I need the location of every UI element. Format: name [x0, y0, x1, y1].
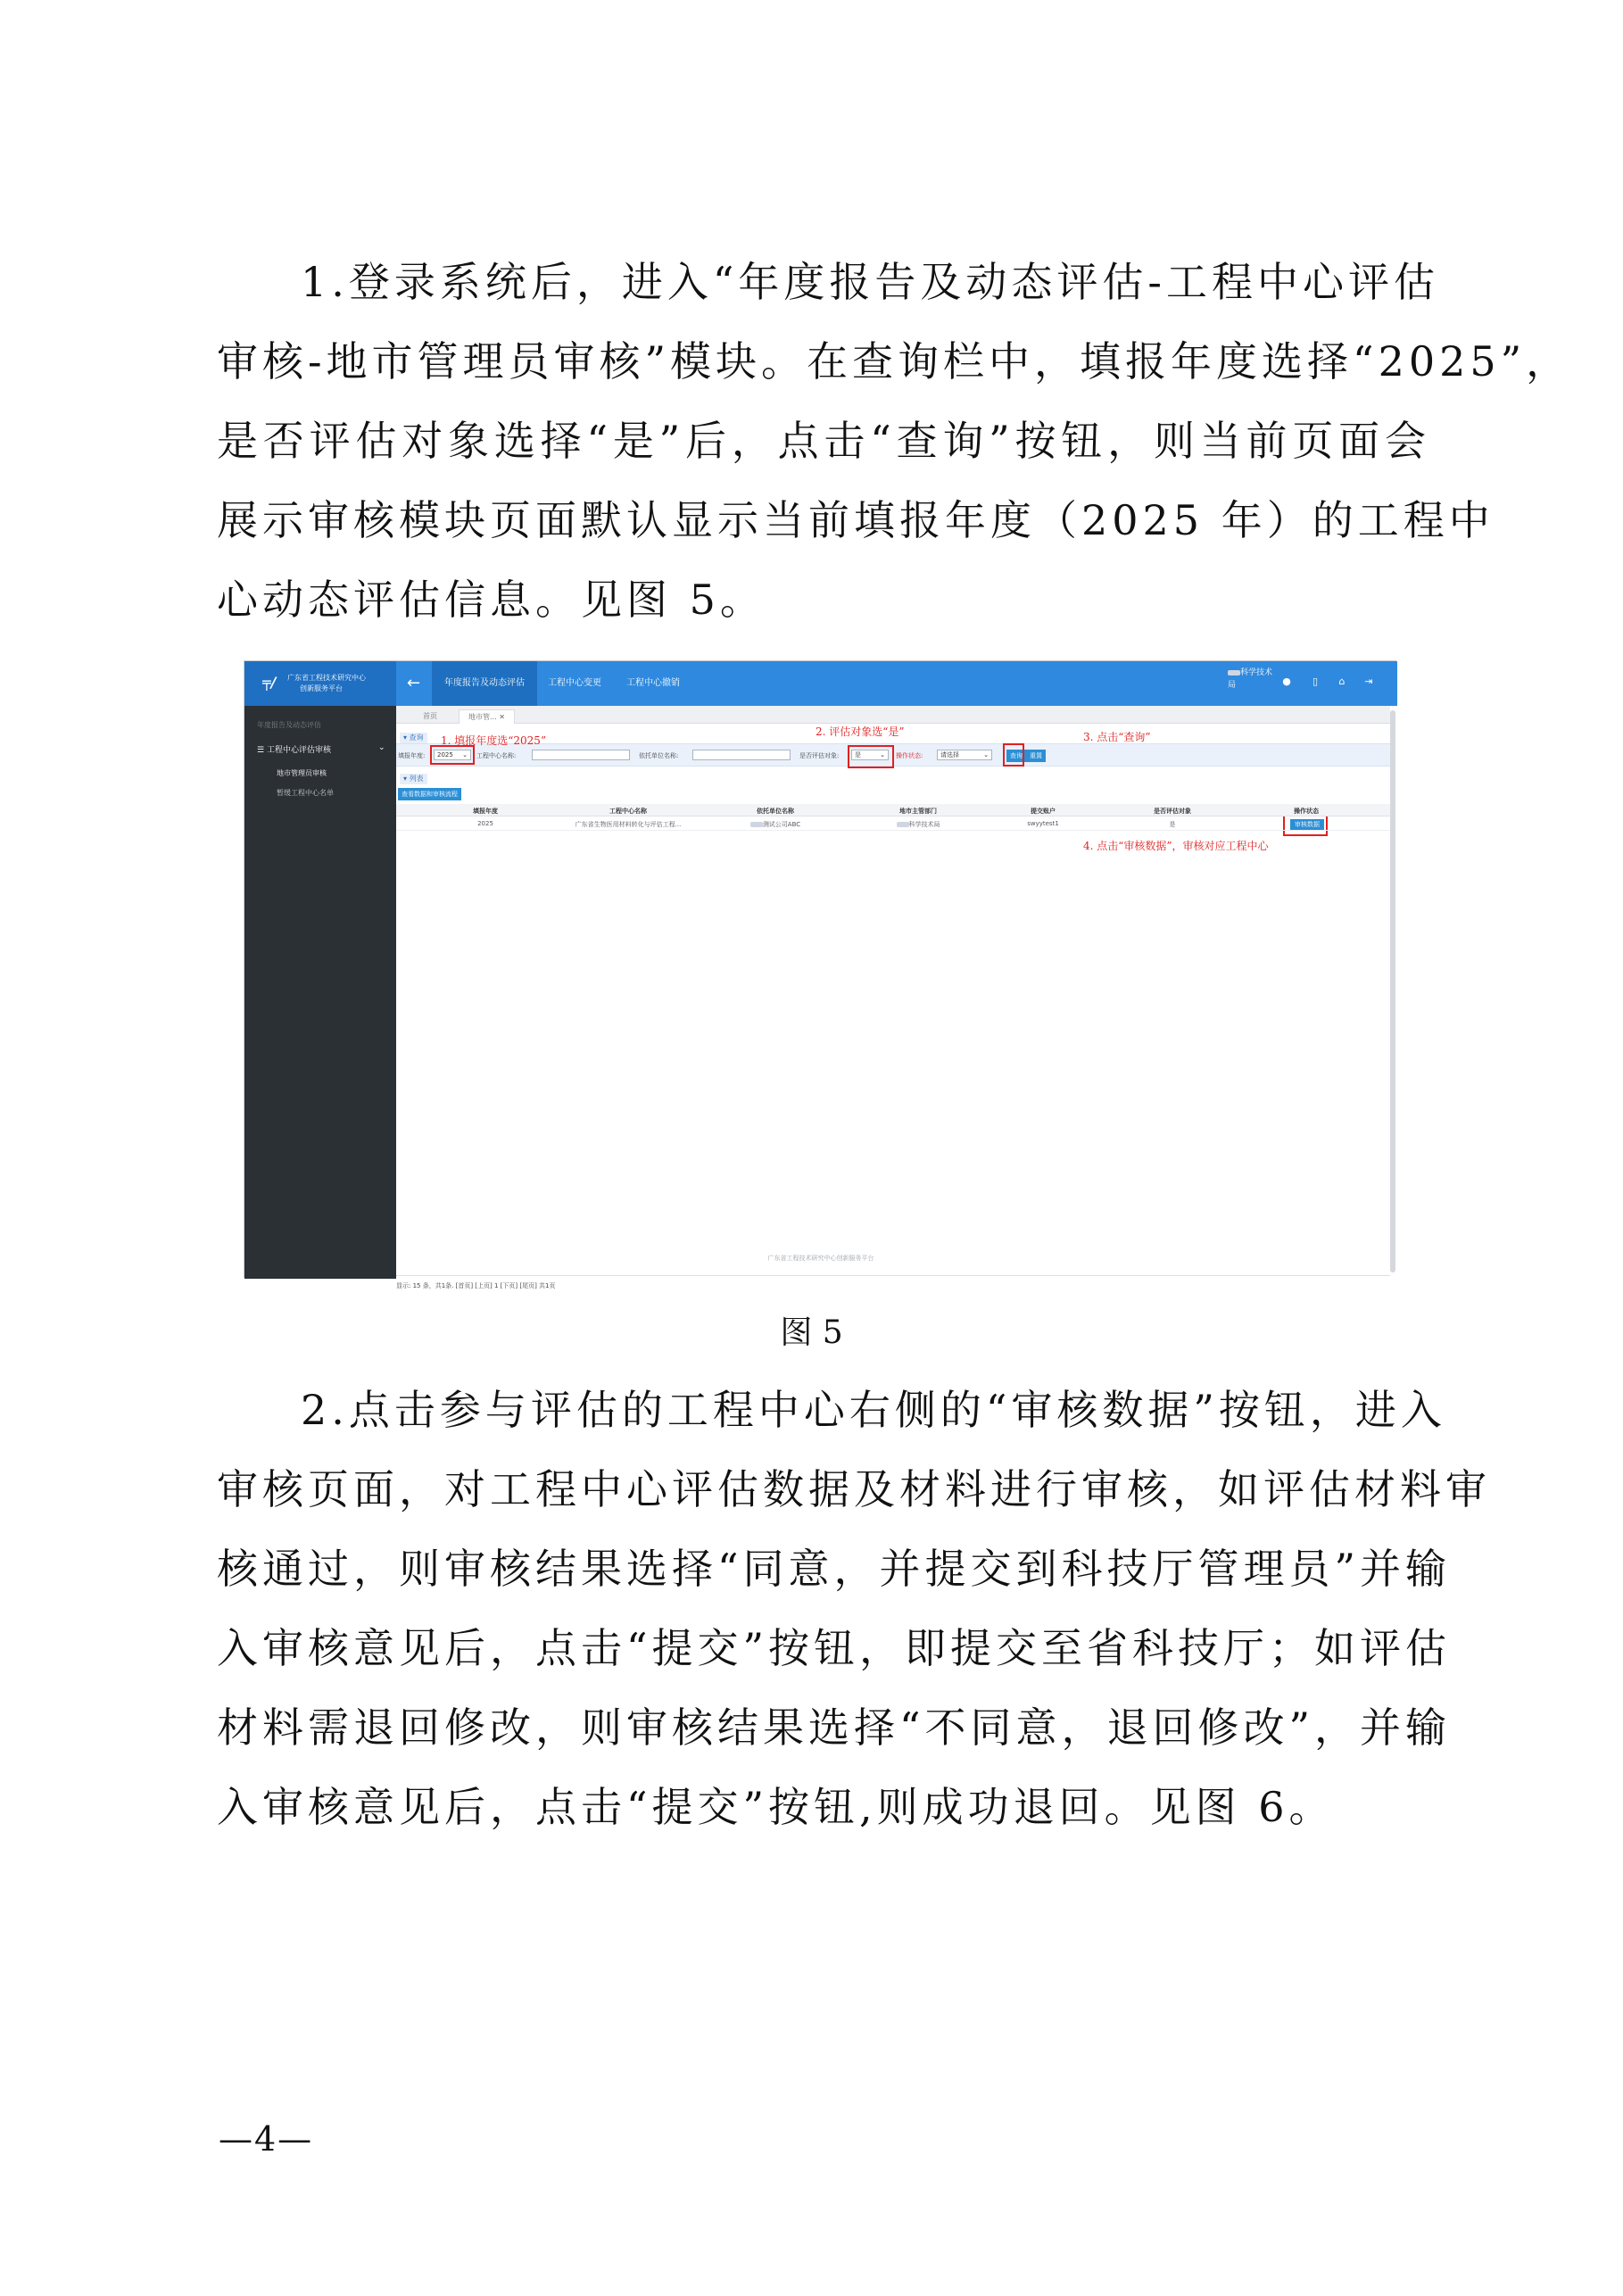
highlight-query: [1003, 743, 1024, 767]
home-icon[interactable]: ⌂: [1338, 676, 1346, 687]
annotation-3: 3. 点击“查询”: [1083, 731, 1151, 743]
year-label: 填报年度:: [398, 752, 426, 759]
close-icon[interactable]: ✕: [499, 713, 505, 721]
app-main: [396, 706, 1397, 1289]
year-select[interactable]: 2025 ⌄: [434, 750, 471, 760]
app-topbar: [244, 661, 1397, 706]
annotation-1: 1. 填报年度选“2025”: [441, 734, 547, 747]
annotation-2: 2. 评估对象选“是”: [816, 725, 905, 738]
app-sidebar: [244, 706, 396, 1279]
caret-down-icon: ▾: [403, 734, 410, 742]
reset-button[interactable]: 重置: [1026, 750, 1046, 762]
column-header: 依托单位名称: [757, 808, 794, 815]
logout-icon[interactable]: ⇥: [1364, 676, 1373, 687]
paragraph-line: 1.登录系统后，进入“年度报告及动态评估-工程中心评估: [301, 258, 1439, 306]
caret-down-icon: ▾: [403, 775, 410, 783]
chevron-down-icon: ⌄: [880, 751, 885, 758]
highlight-eval: [848, 745, 894, 768]
paragraph-1: [217, 243, 1572, 640]
paragraph-2: [217, 1371, 1491, 1847]
column-header: 地市主管部门: [899, 808, 937, 815]
query-button[interactable]: 查询: [1006, 750, 1026, 762]
status-select[interactable]: 请选择 ⌄: [937, 750, 992, 760]
paragraph-line: 展示审核模块页面默认显示当前填报年度（2025 年）的工程中: [217, 496, 1495, 544]
app-footer: 广东省工程技术研究中心创新服务平台: [767, 1255, 874, 1262]
paragraph-line: 入审核意见后，点击“提交”按钮，即提交至省科技厅；如评估: [217, 1624, 1452, 1672]
paragraph-line: 材料需退回修改，则审核结果选择“不同意，退回修改”，并输: [217, 1703, 1452, 1752]
document-icon[interactable]: ▯: [1312, 676, 1319, 687]
figure-caption: 图 5: [780, 1314, 843, 1351]
table-cell: 测试公司ABC: [726, 820, 824, 829]
divider: [396, 1275, 1390, 1276]
sidebar-group-label: 年度报告及动态评估: [257, 721, 321, 729]
chevron-down-icon: ⌄: [378, 743, 385, 752]
column-header: 工程中心名称: [609, 808, 647, 815]
paragraph-line: 入审核意见后，点击“提交”按钮,则成功退回。见图 6。: [217, 1783, 1335, 1831]
user-icon[interactable]: ●: [1282, 676, 1291, 687]
page-tab-city-admin[interactable]: 地市管... ✕: [459, 709, 515, 724]
table-cell: 科学技术局: [869, 820, 967, 829]
paragraph-line: 心动态评估信息。见图 5。: [217, 576, 766, 624]
paragraph-line: 审核页面，对工程中心评估数据及材料进行审核，如评估材料审: [217, 1465, 1491, 1513]
center-name-input[interactable]: [532, 750, 630, 760]
back-arrow-icon[interactable]: ←: [407, 674, 421, 692]
user-name[interactable]: 科学技术 局: [1227, 668, 1272, 690]
menu-icon: ☰: [257, 746, 267, 755]
nav-tab-annual-report[interactable]: 年度报告及动态评估: [432, 661, 537, 706]
redacted-mark: [750, 822, 763, 827]
logo-line: 创新服务平台: [300, 684, 343, 692]
paragraph-line: 审核-地市管理员审核”模块。在查询栏中，填报年度选择“2025”，: [217, 337, 1572, 385]
page-number: —4—: [219, 2119, 314, 2159]
sidebar-item-city-admin-audit[interactable]: 地市管理员审核: [277, 769, 327, 777]
table-header: [396, 804, 1390, 816]
logo-icon: ╤/: [262, 674, 277, 691]
paragraph-line: 核通过，则审核结果选择“同意，并提交到科技厅管理员”并输: [217, 1545, 1452, 1593]
page-tab-home[interactable]: 首页: [423, 712, 437, 720]
vertical-scrollbar[interactable]: [1390, 710, 1395, 1272]
page-tabs: [396, 706, 1390, 724]
query-section-header[interactable]: ▾ 查询: [400, 733, 427, 743]
center-name-label: 工程中心名称:: [476, 752, 517, 759]
chevron-down-icon: ⌄: [983, 751, 989, 758]
eval-label: 是否评估对象:: [799, 752, 840, 759]
chevron-down-icon: ⌄: [462, 751, 468, 758]
table-cell: 是: [1169, 821, 1176, 828]
paragraph-line: 是否评估对象选择“是”后，点击“查询”按钮，则当前页面会: [217, 417, 1430, 465]
column-header: 提交账户: [1031, 808, 1056, 815]
pagination[interactable]: 显示: 15 条，共1条. [首页] [上页] 1 [下页] [尾页] 共1页: [396, 1282, 556, 1289]
unit-name-input[interactable]: [692, 750, 791, 760]
highlight-year: [430, 745, 475, 765]
audit-data-button[interactable]: 审核数据: [1290, 819, 1324, 830]
redacted-mark: [1228, 670, 1240, 676]
table-cell: 2025: [477, 820, 493, 827]
unit-name-label: 依托单位名称:: [639, 752, 679, 759]
sidebar-item-center-audit[interactable]: ☰ 工程中心评估审核 ⌄: [257, 743, 385, 755]
view-data-and-flow-button[interactable]: 查看数据和审核流程: [398, 788, 461, 800]
status-label: 操作状态:: [896, 752, 923, 759]
column-header: 是否评估对象: [1154, 808, 1191, 815]
sidebar-item-deferred-list[interactable]: 暂缓工程中心名单: [277, 789, 334, 797]
figure-screenshot: [244, 660, 1396, 1289]
column-header: 操作状态: [1294, 808, 1319, 815]
logo-line: 广东省工程技术研究中心: [287, 674, 366, 682]
paragraph-line: 2.点击参与评估的工程中心右侧的“审核数据”按钮，进入: [301, 1386, 1446, 1434]
nav-tab-center-change[interactable]: 工程中心变更: [548, 678, 601, 688]
nav-tab-center-revoke[interactable]: 工程中心撤销: [626, 678, 680, 688]
app-logo: [244, 661, 396, 706]
list-section-header[interactable]: ▾ 列表: [400, 774, 427, 784]
annotation-4: 4. 点击“审核数据”，审核对应工程中心: [1083, 840, 1269, 852]
table-row[interactable]: [396, 816, 1390, 831]
table-cell: 广东省生物医用材料转化与评估工程...: [575, 821, 682, 828]
column-header: 填报年度: [473, 808, 498, 815]
eval-select[interactable]: 是 ⌄: [851, 750, 889, 760]
table-cell: swyytest1: [1027, 820, 1059, 827]
redacted-mark: [897, 822, 909, 827]
